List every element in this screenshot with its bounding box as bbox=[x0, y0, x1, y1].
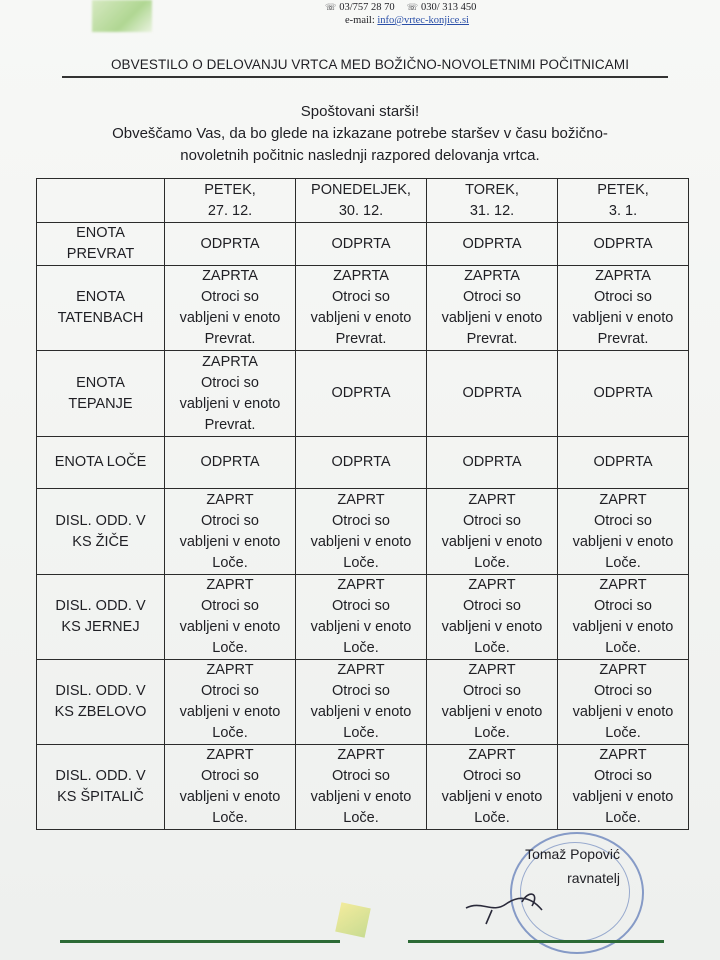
status-cell bbox=[165, 659, 296, 744]
status-cell bbox=[558, 489, 689, 574]
status-cell-line: ZAPRT bbox=[599, 746, 647, 763]
status-cell bbox=[296, 266, 427, 351]
phone-icon: ☏ bbox=[325, 2, 337, 12]
email-row bbox=[345, 14, 525, 27]
status-cell-line: Otroci so bbox=[593, 289, 652, 306]
unit-name-line: DISL. ODD. V bbox=[55, 597, 146, 614]
status-cell-line: Loče. bbox=[343, 639, 379, 656]
column-header-line: 3. 1. bbox=[608, 202, 638, 219]
status-cell-line: Otroci so bbox=[462, 512, 521, 529]
status-cell-line: Otroci so bbox=[462, 289, 521, 306]
table-row bbox=[37, 351, 689, 437]
status-cell-line: vabljeni v enoto bbox=[572, 533, 674, 550]
status-cell bbox=[296, 437, 427, 489]
status-cell-line: Loče. bbox=[474, 639, 510, 656]
unit-name bbox=[37, 266, 165, 351]
unit-name bbox=[37, 659, 165, 744]
status-cell-line: vabljeni v enoto bbox=[310, 533, 412, 550]
status-cell-line: ZAPRT bbox=[468, 576, 516, 593]
status-cell-line: ZAPRTA bbox=[333, 268, 389, 285]
status-cell-line: vabljeni v enoto bbox=[441, 533, 543, 550]
fax bbox=[407, 1, 477, 14]
status-cell bbox=[558, 223, 689, 266]
status-cell-line: Loče. bbox=[212, 639, 248, 656]
unit-name-line: DISL. ODD. V bbox=[55, 512, 146, 529]
intro-line-1: Obveščamo Vas, da bo glede na izkazane potrebe staršev v času božično- bbox=[112, 125, 608, 142]
status-cell-line: ZAPRT bbox=[468, 491, 516, 508]
status-cell-line: ZAPRT bbox=[337, 746, 385, 763]
status-cell bbox=[296, 351, 427, 437]
status-cell-line: ODPRTA bbox=[593, 235, 653, 252]
status-cell-line: Otroci so bbox=[593, 597, 652, 614]
table-row bbox=[37, 223, 689, 266]
column-header-line: 31. 12. bbox=[469, 202, 515, 219]
status-cell-line: ODPRTA bbox=[331, 235, 391, 252]
status-cell-line: vabljeni v enoto bbox=[441, 618, 543, 635]
status-cell-line: Otroci so bbox=[331, 289, 390, 306]
unit-name-line: KS ZBELOVO bbox=[54, 703, 147, 720]
column-header-line: 30. 12. bbox=[338, 202, 384, 219]
intro-line-2: novoletnih počitnic naslednji razpored delovanja vrtca. bbox=[180, 147, 540, 164]
status-cell-line: vabljeni v enoto bbox=[310, 310, 412, 327]
phone bbox=[325, 1, 395, 14]
footer-decoration bbox=[335, 902, 371, 938]
status-cell-line: Loče. bbox=[343, 724, 379, 741]
unit-name-line: ENOTA bbox=[76, 374, 125, 391]
status-cell-line: Loče. bbox=[605, 554, 641, 571]
table-row bbox=[37, 744, 689, 829]
column-header bbox=[427, 179, 558, 223]
status-cell-line: Prevrat. bbox=[466, 331, 518, 348]
status-cell bbox=[165, 223, 296, 266]
status-cell-line: ODPRTA bbox=[200, 235, 260, 252]
status-cell-line: Otroci so bbox=[200, 682, 259, 699]
footer-line-right bbox=[408, 940, 664, 943]
status-cell-line: vabljeni v enoto bbox=[179, 703, 281, 720]
status-cell bbox=[165, 437, 296, 489]
status-cell-line: vabljeni v enoto bbox=[572, 703, 674, 720]
status-cell-line: vabljeni v enoto bbox=[310, 618, 412, 635]
status-cell-line: Prevrat. bbox=[204, 331, 256, 348]
unit-name-line: KS ŠPITALIČ bbox=[57, 788, 144, 805]
status-cell-line: ODPRTA bbox=[331, 454, 391, 471]
unit-name bbox=[37, 351, 165, 437]
column-header-line: PETEK, bbox=[204, 181, 256, 198]
status-cell bbox=[427, 351, 558, 437]
table-row bbox=[37, 659, 689, 744]
status-cell bbox=[427, 744, 558, 829]
status-cell-line: ODPRTA bbox=[593, 454, 653, 471]
status-cell-line: Loče. bbox=[605, 639, 641, 656]
status-cell-line: ZAPRT bbox=[206, 576, 254, 593]
contact-block bbox=[325, 1, 525, 27]
header-row bbox=[37, 179, 689, 223]
table-row bbox=[37, 437, 689, 489]
unit-name-line: TATENBACH bbox=[57, 310, 144, 327]
status-cell-line: Otroci so bbox=[331, 512, 390, 529]
unit-name bbox=[37, 223, 165, 266]
status-cell-line: Loče. bbox=[605, 809, 641, 826]
status-cell-line: Loče. bbox=[212, 809, 248, 826]
status-cell-line: Prevrat. bbox=[204, 416, 256, 433]
status-cell-line: ZAPRT bbox=[599, 661, 647, 678]
status-cell-line: vabljeni v enoto bbox=[310, 703, 412, 720]
page-title: OBVESTILO O DELOVANJU VRTCA MED BOŽIČNO-NOVOLETNIMI POČITNICAMI bbox=[110, 57, 630, 72]
status-cell-line: ZAPRT bbox=[468, 746, 516, 763]
status-cell-line: Otroci so bbox=[593, 682, 652, 699]
status-cell bbox=[165, 744, 296, 829]
status-cell bbox=[296, 574, 427, 659]
unit-name bbox=[37, 574, 165, 659]
column-header bbox=[296, 179, 427, 223]
status-cell-line: ODPRTA bbox=[200, 454, 260, 471]
status-cell-line: Otroci so bbox=[462, 767, 521, 784]
status-cell-line: ZAPRTA bbox=[595, 268, 651, 285]
status-cell-line: ZAPRT bbox=[468, 661, 516, 678]
status-cell-line: Otroci so bbox=[593, 767, 652, 784]
status-cell-line: ODPRTA bbox=[331, 385, 391, 402]
column-header-line: PETEK, bbox=[597, 181, 649, 198]
status-cell-line: Otroci so bbox=[200, 597, 259, 614]
status-cell-line: Otroci so bbox=[331, 597, 390, 614]
unit-name-line: DISL. ODD. V bbox=[55, 767, 146, 784]
status-cell-line: ZAPRTA bbox=[464, 268, 520, 285]
status-cell-line: Loče. bbox=[474, 554, 510, 571]
fax-number: 030/ 313 450 bbox=[420, 2, 477, 13]
status-cell bbox=[427, 223, 558, 266]
status-cell-line: Otroci so bbox=[200, 767, 259, 784]
status-cell-line: ZAPRT bbox=[599, 491, 647, 508]
status-cell-line: vabljeni v enoto bbox=[179, 788, 281, 805]
status-cell-line: Loče. bbox=[212, 554, 248, 571]
unit-name bbox=[37, 744, 165, 829]
fax-icon: ☏ bbox=[406, 2, 418, 12]
status-cell-line: ZAPRTA bbox=[202, 353, 258, 370]
status-cell bbox=[558, 574, 689, 659]
status-cell bbox=[558, 351, 689, 437]
intro-text bbox=[90, 101, 630, 167]
title-underline bbox=[62, 76, 668, 78]
status-cell-line: vabljeni v enoto bbox=[572, 788, 674, 805]
status-cell-line: vabljeni v enoto bbox=[572, 310, 674, 327]
status-cell-line: Otroci so bbox=[200, 512, 259, 529]
status-cell-line: Loče. bbox=[474, 724, 510, 741]
status-cell-line: vabljeni v enoto bbox=[441, 310, 543, 327]
unit-name-line: PREVRAT bbox=[66, 246, 135, 263]
email-label: e-mail: bbox=[345, 15, 375, 26]
logo-fragment bbox=[92, 0, 152, 32]
status-cell-line: vabljeni v enoto bbox=[179, 395, 281, 412]
status-cell-line: ZAPRT bbox=[337, 491, 385, 508]
status-cell bbox=[427, 437, 558, 489]
status-cell-line: vabljeni v enoto bbox=[179, 310, 281, 327]
status-cell bbox=[558, 659, 689, 744]
status-cell-line: Prevrat. bbox=[597, 331, 649, 348]
status-cell-line: Otroci so bbox=[593, 512, 652, 529]
status-cell-line: ZAPRT bbox=[337, 576, 385, 593]
table-row bbox=[37, 266, 689, 351]
status-cell-line: vabljeni v enoto bbox=[310, 788, 412, 805]
status-cell-line: vabljeni v enoto bbox=[572, 618, 674, 635]
status-cell-line: ZAPRT bbox=[206, 661, 254, 678]
schedule-table bbox=[36, 178, 689, 830]
status-cell bbox=[427, 266, 558, 351]
status-cell-line: Prevrat. bbox=[335, 331, 387, 348]
status-cell-line: ZAPRTA bbox=[202, 268, 258, 285]
status-cell bbox=[296, 744, 427, 829]
status-cell-line: Otroci so bbox=[462, 682, 521, 699]
status-cell-line: vabljeni v enoto bbox=[441, 703, 543, 720]
status-cell bbox=[296, 489, 427, 574]
status-cell bbox=[165, 351, 296, 437]
status-cell-line: vabljeni v enoto bbox=[441, 788, 543, 805]
status-cell bbox=[165, 574, 296, 659]
unit-name-line: KS ŽIČE bbox=[72, 533, 129, 550]
status-cell bbox=[296, 223, 427, 266]
column-header bbox=[37, 179, 165, 223]
unit-name-line: ENOTA bbox=[76, 225, 125, 242]
status-cell-line: Otroci so bbox=[200, 374, 259, 391]
unit-name-line: DISL. ODD. V bbox=[55, 682, 146, 699]
status-cell-line: Loče. bbox=[474, 809, 510, 826]
status-cell-line: vabljeni v enoto bbox=[179, 533, 281, 550]
status-cell bbox=[165, 266, 296, 351]
status-cell-line: Loče. bbox=[605, 724, 641, 741]
column-header-line: PONEDELJEK, bbox=[311, 181, 411, 198]
status-cell-line: Otroci so bbox=[462, 597, 521, 614]
unit-name bbox=[37, 489, 165, 574]
unit-name bbox=[37, 437, 165, 489]
status-cell bbox=[427, 659, 558, 744]
status-cell-line: ODPRTA bbox=[462, 385, 522, 402]
column-header bbox=[165, 179, 296, 223]
phone-row bbox=[325, 1, 525, 14]
status-cell-line: ZAPRT bbox=[337, 661, 385, 678]
phone-number: 03/757 28 70 bbox=[339, 2, 395, 13]
status-cell-line: Otroci so bbox=[200, 289, 259, 306]
email-link[interactable]: info@vrtec-konjice.si bbox=[377, 15, 469, 26]
signature-block bbox=[500, 842, 620, 890]
status-cell bbox=[427, 574, 558, 659]
status-cell-line: ODPRTA bbox=[593, 385, 653, 402]
status-cell-line: vabljeni v enoto bbox=[179, 618, 281, 635]
status-cell-line: ODPRTA bbox=[462, 235, 522, 252]
status-cell bbox=[296, 659, 427, 744]
status-cell bbox=[165, 489, 296, 574]
director-role: ravnatelj bbox=[567, 870, 620, 886]
status-cell-line: ZAPRT bbox=[599, 576, 647, 593]
greeting: Spoštovani starši! bbox=[300, 103, 420, 120]
status-cell-line: Otroci so bbox=[331, 767, 390, 784]
director-name: Tomaž Popović bbox=[525, 846, 620, 862]
status-cell-line: ZAPRT bbox=[206, 746, 254, 763]
status-cell-line: Loče. bbox=[343, 809, 379, 826]
column-header bbox=[558, 179, 689, 223]
column-header-line: TOREK, bbox=[465, 181, 519, 198]
table-row bbox=[37, 489, 689, 574]
status-cell-line: Loče. bbox=[343, 554, 379, 571]
status-cell-line: Otroci so bbox=[331, 682, 390, 699]
unit-name-line: TEPANJE bbox=[68, 395, 133, 412]
column-header-line: 27. 12. bbox=[207, 202, 253, 219]
table-row bbox=[37, 574, 689, 659]
status-cell bbox=[558, 437, 689, 489]
unit-name-line: KS JERNEJ bbox=[61, 618, 140, 635]
status-cell-line: Loče. bbox=[212, 724, 248, 741]
status-cell bbox=[558, 266, 689, 351]
status-cell-line: ZAPRT bbox=[206, 491, 254, 508]
status-cell bbox=[558, 744, 689, 829]
status-cell-line: ODPRTA bbox=[462, 454, 522, 471]
footer-line-left bbox=[60, 940, 340, 943]
unit-name-line: ENOTA LOČE bbox=[54, 454, 147, 471]
unit-name-line: ENOTA bbox=[76, 289, 125, 306]
status-cell bbox=[427, 489, 558, 574]
